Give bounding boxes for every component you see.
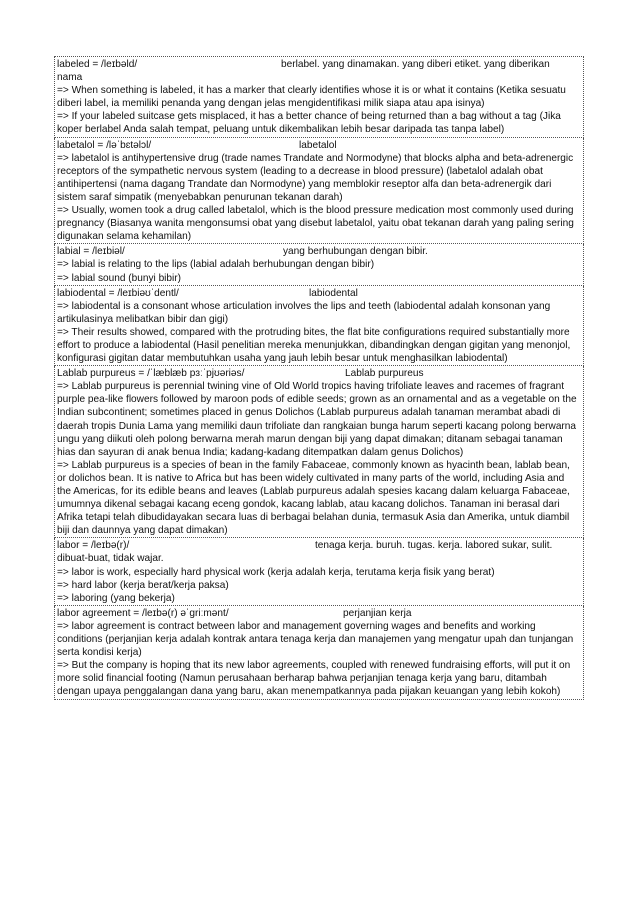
entry-labetalol	[54, 138, 584, 245]
translation: tenaga kerja. buruh. tugas. kerja. labored sukar, sulit.	[315, 540, 553, 552]
entry-header	[57, 139, 581, 152]
headword: labor agreement = /leɪbə(r) əˈɡriːmənt/	[57, 607, 229, 619]
definition-line: => labor is work, especially hard physical work (kerja adalah kerja, terutama kerja fisik yang berat)	[57, 566, 495, 578]
entry-lablab-purpureus	[54, 366, 584, 538]
translation-continued: dibuat-buat, tidak wajar.	[57, 553, 164, 565]
headword: labetalol = /ləˈbɛtəlɔl/	[57, 139, 152, 151]
headword: labor = /leɪbə(r)/	[57, 540, 130, 552]
entry-labeled	[54, 56, 584, 138]
headword: labial = /leɪbiəl/	[57, 246, 125, 258]
entry-labor	[54, 538, 584, 605]
translation-continued: nama	[57, 72, 83, 84]
headword: labiodental = /leɪbiəʊˈdentl/	[57, 287, 179, 299]
translation: Lablab purpureus	[345, 368, 424, 380]
definition-line: => Lablab purpureus is perennial twining vine of Old World tropics having trifoliate leaves and racemes of fragrant purple pea-like flowers followed by maroon pods of edible seeds; grown as an ornamental and as a vegetable on the Indian subcontinent; sometimes placed in genus Dolichos (Lablab purpureus adalah tanaman merambat abadi di daerah tropis Dunia Lama yang memiliki daun trifoliate dan rangkaian bunga harum seperti kacang polong berwarna ungu yang diikuti oleh polong berwarna merah marun dengan biji yang dapat dimakan; ditanam sebagai tanaman hias dan sayuran di anak benua India; kadang-kadang ditempatkan dalam genus Dolichos)	[57, 381, 577, 458]
example-line: => hard labor (kerja berat/kerja paksa)	[57, 579, 229, 591]
example-line: => labial sound (bunyi bibir)	[57, 272, 182, 284]
definition-line: => labetalol is antihypertensive drug (trade names Trandate and Normodyne) that blocks alpha and beta-adrenergic receptors of the sympathetic nervous system (leading to a decrease in blood pressure) (labetalol adalah obat antihipertensi (nama dagang Trandate dan Normodyne) yang memblokir reseptor alfa dan beta-adrenergik dari sistem saraf simpatik (menyebabkan penurunan tekanan darah)	[57, 152, 574, 203]
headword: Lablab purpureus = /ˈlæblæb pɜːˈpjʊəriəs/	[57, 368, 245, 380]
definition-line: => labiodental is a consonant whose articulation involves the lips and teeth (labiodental adalah konsonan yang artikulasinya melibatkan bibir dan gigi)	[57, 300, 551, 325]
entry-labiodental	[54, 286, 584, 367]
example-line: => But the company is hoping that its new labor agreements, coupled with renewed fundraising efforts, will put it on more solid financial footing (Namun perusahaan berharap bahwa perjanjian tenaga kerja yang baru, ditambah dengan upaya penggalangan dana yang baru, akan menempatkannya pada pijakan keuangan yang lebih kokoh)	[57, 660, 571, 698]
headword: labeled = /leɪbəld/	[57, 59, 138, 70]
definition-line: => When something is labeled, it has a marker that clearly identifies whose it is or what it contains (Ketika sesuatu diberi label, ia memiliki penanda yang dengan jelas mengidentifikasi milik siapa atau apa isinya)	[57, 85, 566, 110]
example-line: => Lablab purpureus is a species of bean in the family Fabaceae, commonly known as hyacinth bean, lablab bean, or dolichos bean. It is native to Africa but has been widely cultivated in many parts of the world, including Asia and the Americas, for its edible beans and leaves (Lablab purpureus adalah spesies kacang dalam keluarga Fabaceae, umumnya dikenal sebagai kacang eceng gondok, kacang lablab, atau kacang dolichos. Tanaman ini berasal dari Afrika tetapi telah dibudidayakan secara luas di berbagai belahan dunia, termasuk Asia dan Amerika, untuk diambil biji dan daunnya yang dapat dimakan)	[57, 459, 570, 537]
dictionary-page	[54, 56, 584, 700]
entry-header	[57, 607, 581, 620]
entry-labor-agreement	[54, 606, 584, 700]
definition-line: => labial is relating to the lips (labial adalah berhubungan dengan bibir)	[57, 259, 375, 271]
entry-labial	[54, 244, 584, 285]
translation: berlabel. yang dinamakan. yang diberi etiket. yang diberikan	[281, 59, 550, 70]
definition-line: => labor agreement is contract between labor and management governing wages and benefits and working conditions (perjanjian kerja adalah kontrak antara tenaga kerja dan manajemen yang mengatur upah dan tunjangan serta kondisi kerja)	[57, 620, 574, 659]
entry-header	[57, 367, 581, 380]
example-line: => Usually, women took a drug called labetalol, which is the blood pressure medication most commonly used during pregnancy (Biasanya wanita mengonsumsi obat yang disebut labetalol, yaitu obat tekanan darah yang paling sering digunakan selama kehamilan)	[57, 205, 574, 243]
example-line: => If your labeled suitcase gets misplaced, it has a better chance of being returned than a bag without a tag (Jika koper berlabel Anda salah tempat, peluang untuk dikembalikan lebih besar daripada tas tanpa label)	[57, 111, 561, 136]
example-line: => Their results showed, compared with the protruding bites, the flat bite configurations required substantially more effort to produce a labiodental (Hasil penelitian mereka menunjukkan, dibandingkan dengan gigitan yang menonjol, konfigurasi gigitan datar membutuhkan usaha yang jauh lebih besar untuk menghasilkan labiodental)	[57, 326, 571, 365]
entry-header	[57, 245, 581, 258]
translation: yang berhubungan dengan bibir.	[283, 246, 428, 258]
entry-header	[57, 287, 581, 300]
translation: labetalol	[299, 139, 337, 151]
translation: perjanjian kerja	[343, 607, 412, 619]
example-line: => laboring (yang bekerja)	[57, 592, 175, 604]
entry-header	[57, 58, 581, 71]
translation: labiodental	[309, 287, 358, 299]
entry-header	[57, 539, 581, 552]
